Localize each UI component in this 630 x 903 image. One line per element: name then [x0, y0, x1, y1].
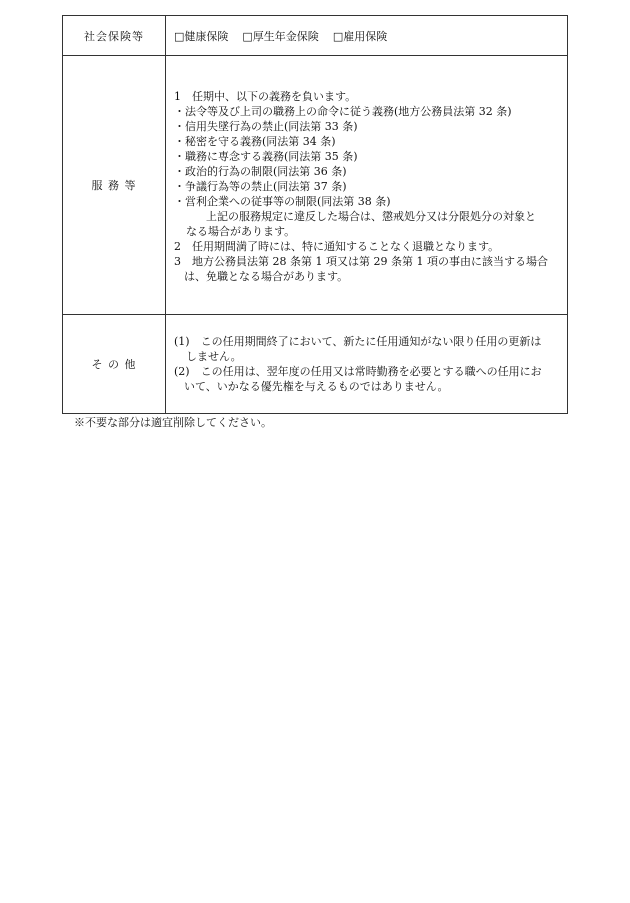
- other-text: [166, 315, 568, 414]
- checkbox-pension-insurance[interactable]: □厚生年金保険: [242, 29, 319, 43]
- text-line: ・秘密を守る義務(同法第 34 条): [174, 135, 336, 148]
- text-line: 2 任用期間満了時には、特に通知することなく退職となります。: [174, 240, 500, 253]
- text-line: 3 地方公務員法第 28 条第 1 項又は第 29 条第 1 項の事由に該当する場合: [174, 255, 548, 268]
- text-line: ・争議行為等の禁止(同法第 37 条): [174, 180, 347, 193]
- row-other: [63, 315, 568, 414]
- text-line: なる場合があります。: [186, 225, 296, 238]
- row-label: そ の 他: [63, 315, 166, 414]
- text-line: ・信用失墜行為の禁止(同法第 33 条): [174, 120, 358, 133]
- checkbox-health-insurance[interactable]: □健康保険: [174, 29, 229, 43]
- text-line: は、免職となる場合があります。: [184, 270, 349, 283]
- employment-terms-table: [62, 15, 568, 414]
- text-line: (1) この任用期間終了において、新たに任用通知がない限り任用の更新は: [174, 335, 542, 348]
- insurance-options: [166, 16, 568, 56]
- text-line: しません。: [186, 350, 242, 363]
- row-label: 服 務 等: [63, 56, 166, 315]
- checkbox-employment-insurance[interactable]: □雇用保険: [332, 29, 388, 43]
- duties-text: [166, 56, 568, 315]
- text-line: ・法令等及び上司の職務上の命令に従う義務(地方公務員法第 32 条): [174, 105, 512, 118]
- row-label: 社会保険等: [63, 16, 166, 56]
- footnote: ※不要な部分は適宜削除してください。: [74, 416, 272, 429]
- text-line: ・政治的行為の制限(同法第 36 条): [174, 165, 347, 178]
- row-duties: [63, 56, 568, 315]
- row-social-insurance: [63, 16, 568, 56]
- text-line: (2) この任用は、翌年度の任用又は常時勤務を必要とする職への任用にお: [174, 365, 542, 378]
- text-line: 上記の服務規定に違反した場合は、懲戒処分又は分限処分の対象と: [206, 210, 536, 223]
- text-line: 1 任期中、以下の義務を負います。: [174, 90, 357, 103]
- text-line: ・営利企業への従事等の制限(同法第 38 条): [174, 195, 391, 208]
- text-line: いて、いかなる優先権を与えるものではありません。: [184, 380, 449, 393]
- text-line: ・職務に専念する義務(同法第 35 条): [174, 150, 358, 163]
